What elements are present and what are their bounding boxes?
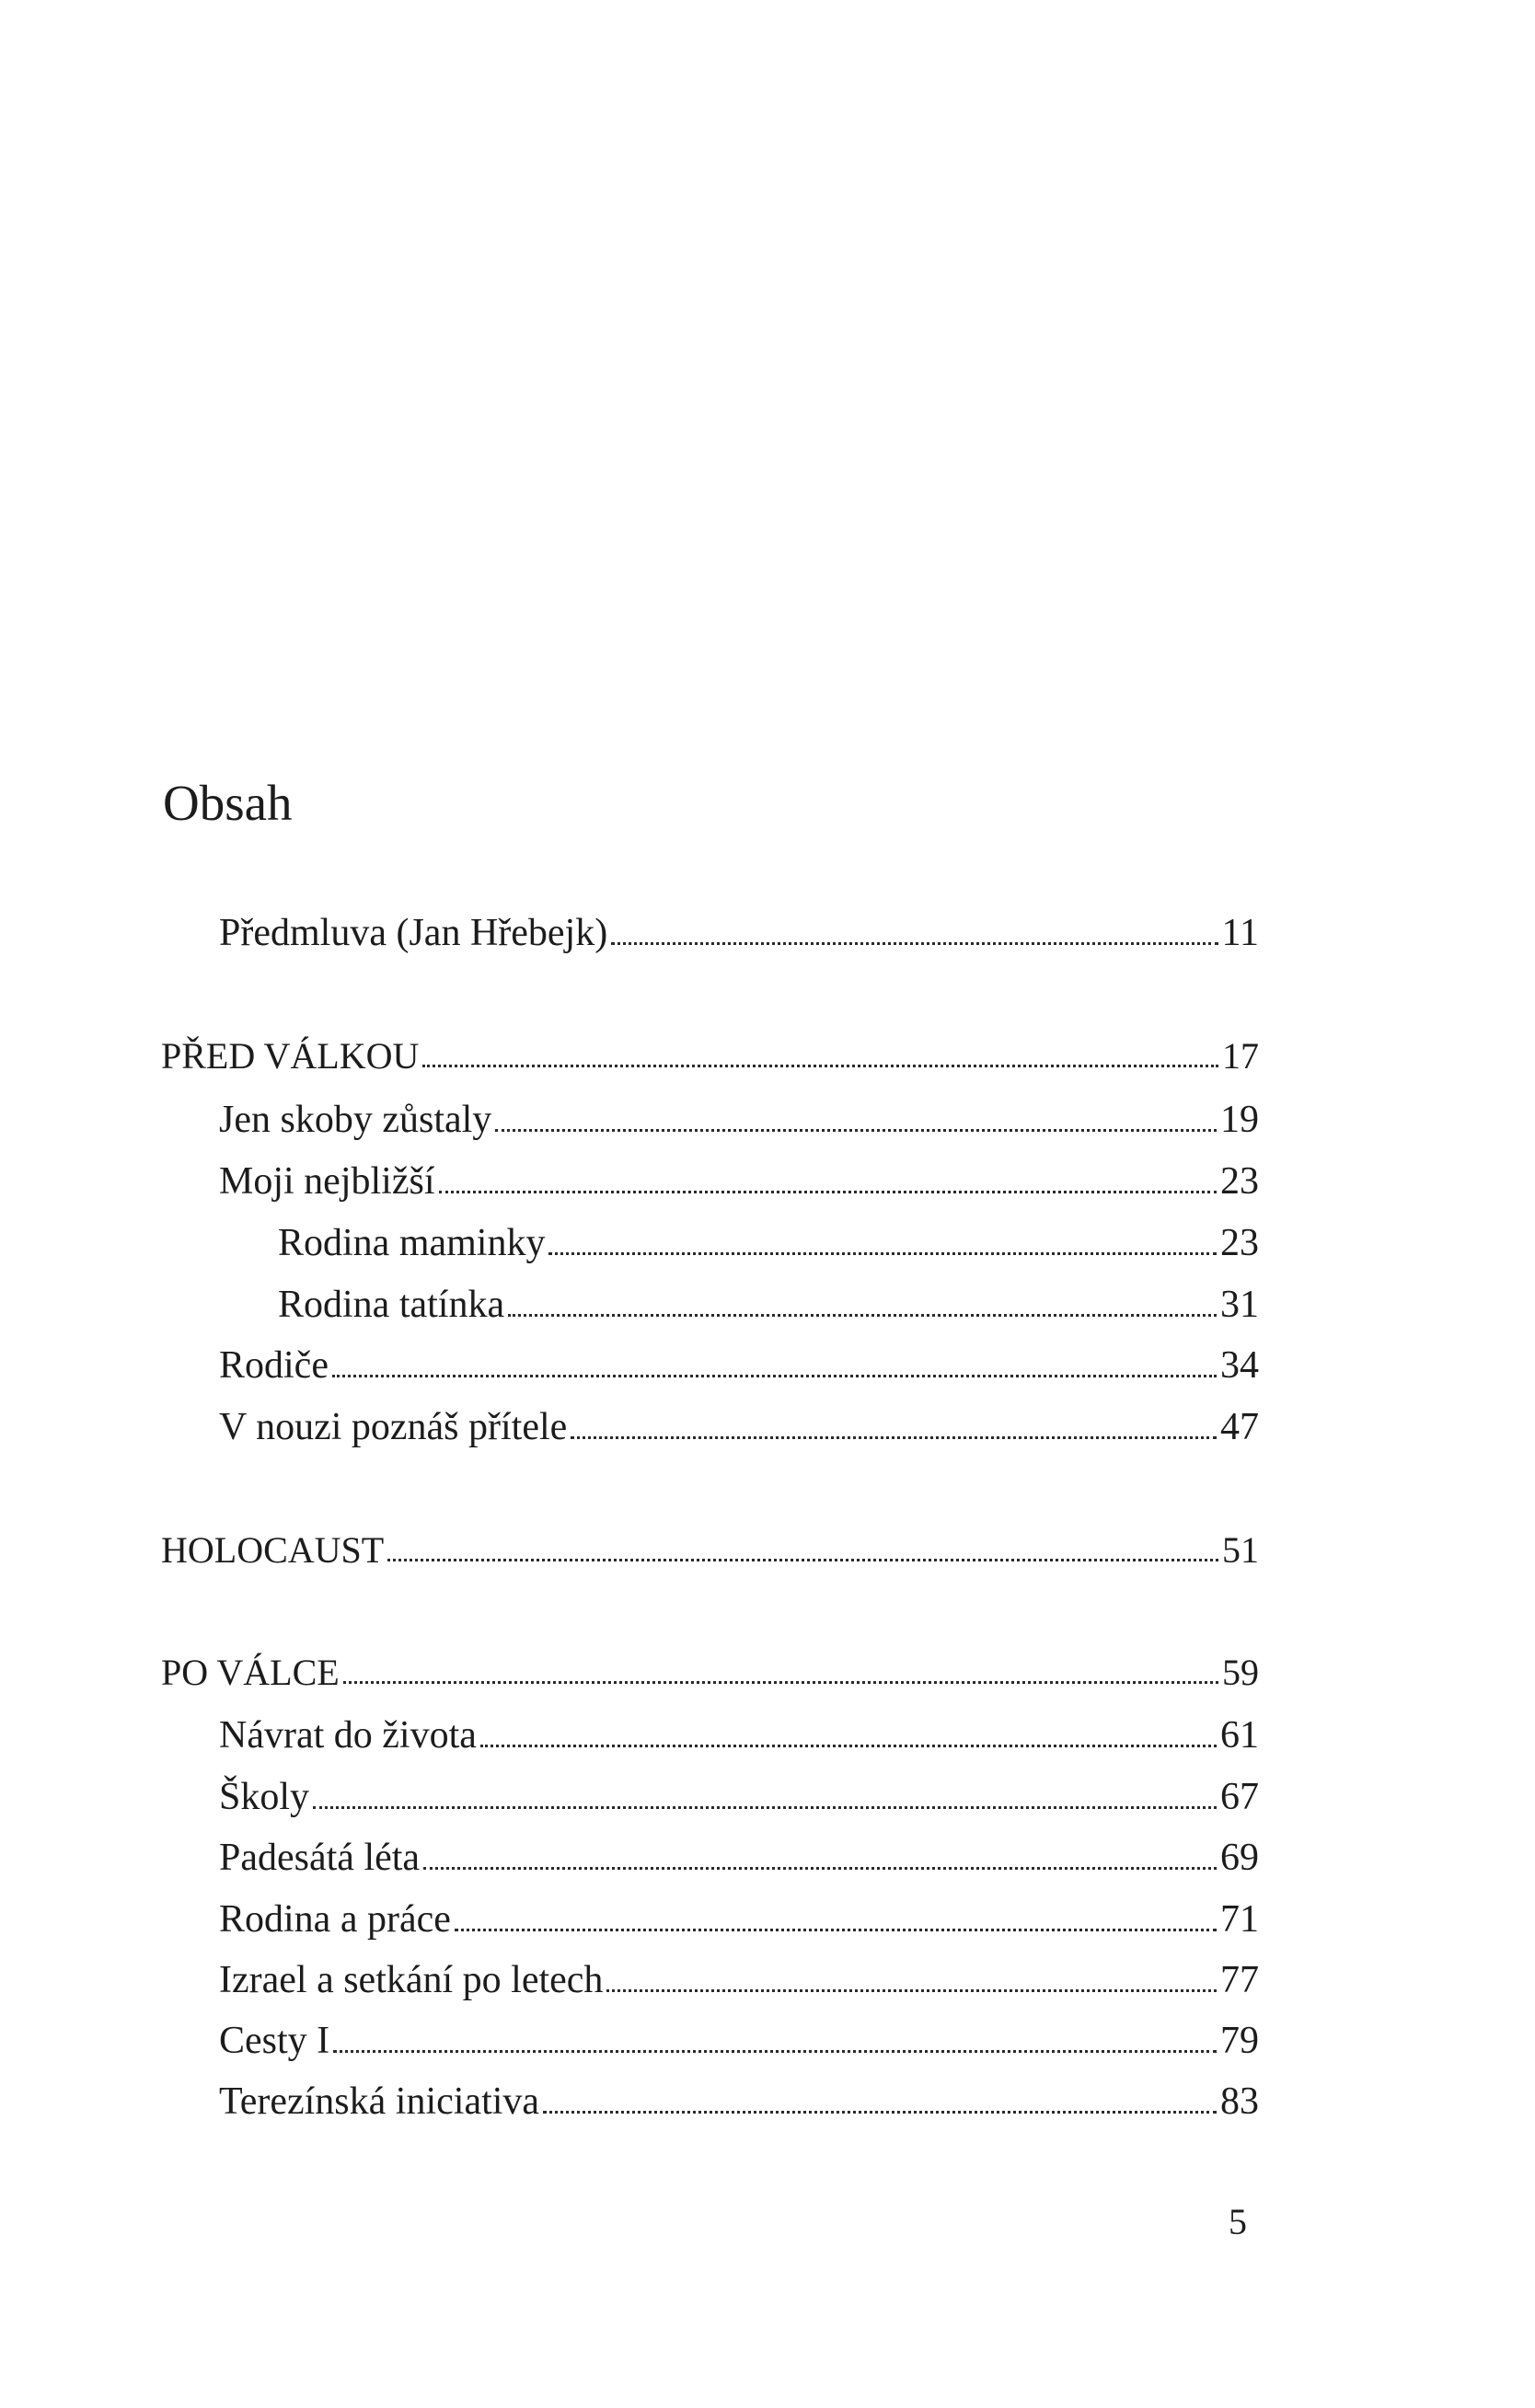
toc-entry-page: 69 <box>1220 1837 1259 1879</box>
toc-entry-page: 61 <box>1220 1714 1259 1757</box>
toc-section-label: PO VÁLCE <box>161 1652 340 1693</box>
toc-title: Obsah <box>163 775 293 831</box>
toc-entry-page: 19 <box>1220 1099 1259 1141</box>
toc-subentry <box>278 1224 1259 1262</box>
dot-leader <box>387 1559 1218 1561</box>
dot-leader <box>343 1681 1218 1684</box>
toc-entry-label: Rodiče <box>219 1344 329 1387</box>
toc-entry <box>219 1408 1259 1446</box>
toc-entry-label: Izrael a setkání po letech <box>219 1959 604 2001</box>
toc-entry <box>219 2022 1259 2060</box>
toc-entry-label: Rodina a práce <box>219 1898 451 1941</box>
toc-section <box>161 1529 1259 1571</box>
dot-leader <box>606 1989 1217 1992</box>
toc-entry-label: Návrat do života <box>219 1714 477 1757</box>
toc-section-label: HOLOCAUST <box>161 1529 385 1571</box>
dot-leader <box>611 942 1218 945</box>
toc-entry <box>219 1961 1259 1999</box>
dot-leader <box>543 2111 1217 2114</box>
toc-entry-label: Jen skoby zůstaly <box>219 1099 492 1141</box>
toc-entry-page: 79 <box>1220 2020 1259 2062</box>
dot-leader <box>333 2050 1217 2053</box>
dot-leader <box>495 1129 1217 1132</box>
toc-entry-page: 67 <box>1220 1776 1259 1818</box>
toc-entry <box>219 1838 1259 1877</box>
toc-section-page: 51 <box>1222 1529 1259 1571</box>
toc-entry-label: Padesátá léta <box>219 1837 421 1879</box>
toc-entry <box>219 1162 1259 1201</box>
toc-entry-page: 31 <box>1220 1284 1259 1326</box>
toc-entry-label: Cesty I <box>219 2020 330 2062</box>
toc-entry <box>219 1778 1259 1816</box>
toc-subentry <box>278 1285 1259 1324</box>
dot-leader <box>455 1929 1217 1931</box>
toc-entry-label: Školy <box>219 1776 310 1818</box>
toc-section <box>161 1654 1259 1691</box>
toc-entry-page: 71 <box>1220 1898 1259 1941</box>
toc-entry-page: 83 <box>1220 2080 1259 2123</box>
toc-entry-page: 47 <box>1220 1406 1259 1448</box>
dot-leader <box>571 1436 1217 1439</box>
dot-leader <box>508 1314 1217 1317</box>
toc-section-label: PŘED VÁLKOU <box>161 1035 420 1077</box>
toc-entry <box>219 1346 1259 1385</box>
toc-entry <box>219 1100 1259 1139</box>
toc-entry-page: 34 <box>1220 1344 1259 1387</box>
toc-section-page: 59 <box>1222 1652 1259 1693</box>
dot-leader <box>332 1375 1217 1377</box>
toc-entry-label: Terezínská iniciativa <box>219 2080 540 2123</box>
toc-entry-label: Rodina tatínka <box>278 1284 505 1326</box>
toc-section <box>161 1035 1259 1077</box>
toc-entry <box>219 1900 1259 1939</box>
toc-entry-page: 77 <box>1220 1959 1259 2001</box>
toc-entry-page: 23 <box>1220 1222 1259 1264</box>
toc-section-page: 17 <box>1222 1035 1259 1077</box>
dot-leader <box>480 1745 1217 1747</box>
toc-entry <box>219 914 1259 952</box>
toc-entry <box>219 2082 1259 2121</box>
toc-entry <box>219 1716 1259 1755</box>
page-number: 5 <box>1229 2201 1247 2242</box>
toc-entry-label: V nouzi poznáš přítele <box>219 1406 568 1448</box>
toc-entry-label: Moji nejbližší <box>219 1160 435 1203</box>
dot-leader <box>422 1065 1218 1067</box>
toc-entry-label: Rodina maminky <box>278 1222 546 1264</box>
dot-leader <box>439 1191 1218 1193</box>
dot-leader <box>548 1252 1217 1255</box>
toc-entry-page: 23 <box>1220 1160 1259 1203</box>
toc-entry-page: 11 <box>1221 912 1259 954</box>
toc-entry-label: Předmluva (Jan Hřebejk) <box>219 912 608 954</box>
dot-leader <box>423 1867 1217 1870</box>
dot-leader <box>313 1806 1217 1809</box>
